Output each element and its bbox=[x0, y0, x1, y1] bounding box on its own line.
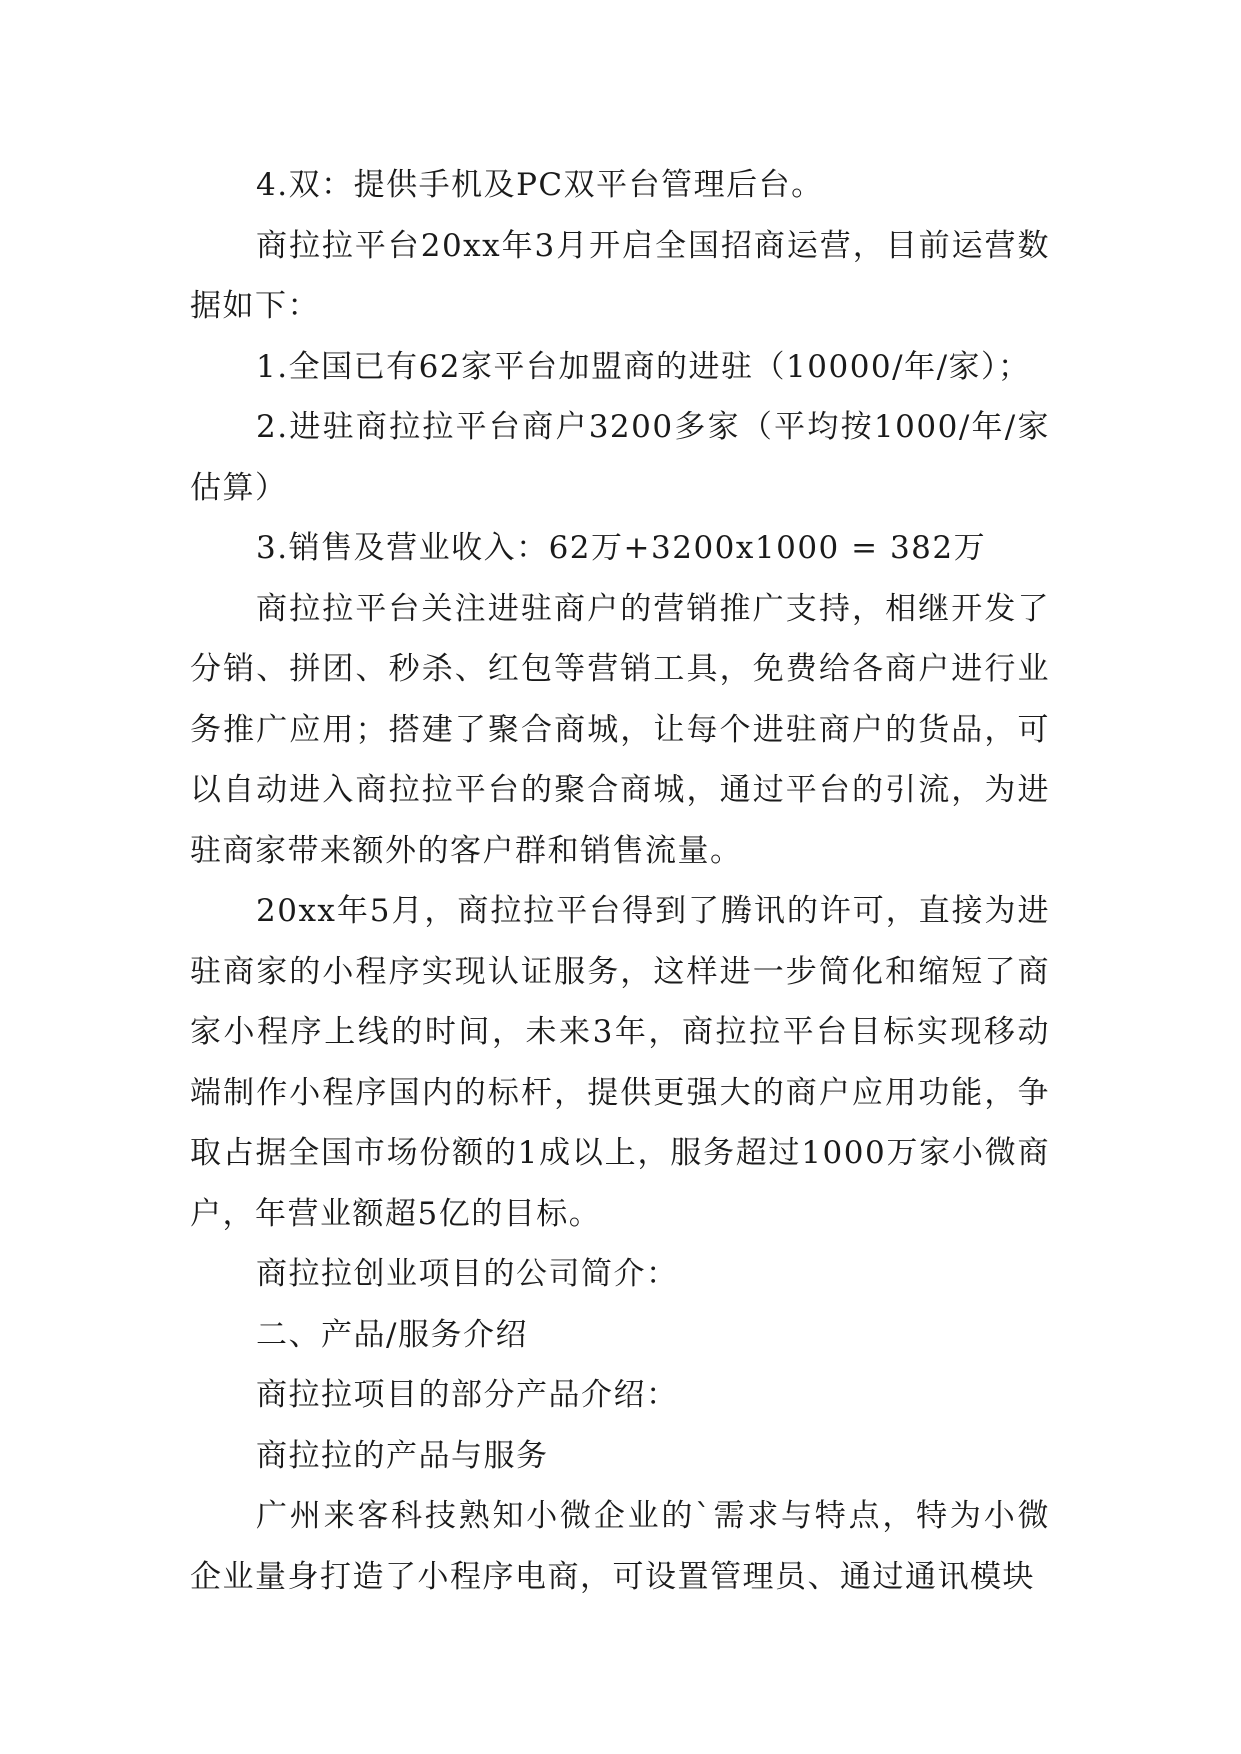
paragraph-operation-intro: 商拉拉平台20xx年3月开启全国招商运营，目前运营数据如下： bbox=[190, 227, 1050, 324]
paragraph-company-intro-heading: 商拉拉创业项目的公司简介： bbox=[256, 1256, 679, 1292]
paragraph-merchants: 2.进驻商拉拉平台商户3200多家（平均按1000/年/家估算） bbox=[190, 409, 1050, 506]
section-heading-products: 二、产品/服务介绍 bbox=[256, 1316, 528, 1353]
body-text bbox=[190, 155, 1050, 1607]
paragraph-marketing-support: 商拉拉平台关注进驻商户的营销推广支持，相继开发了分销、拼团、秒杀、红包等营销工具，免费给各商户进行业务推广应用；搭建了聚合商城，让每个进驻商户的货品，可以自动进入商拉拉平台的聚合商城，通过平台的引流，为进驻商家带来额外的客户群和销售流量。 bbox=[190, 590, 1050, 869]
paragraph-company-description: 广州来客科技熟知小微企业的`需求与特点，特为小微企业量身打造了小程序电商，可设置管理员、通过通讯模块 bbox=[190, 1498, 1050, 1595]
paragraph-product-intro-heading: 商拉拉项目的部分产品介绍： bbox=[256, 1377, 679, 1413]
paragraph-products-services-heading: 商拉拉的产品与服务 bbox=[256, 1437, 549, 1474]
paragraph-franchisees: 1.全国已有62家平台加盟商的进驻（10000/年/家）； bbox=[256, 348, 1031, 385]
paragraph-dual-platform: 4.双：提供手机及PC双平台管理后台。 bbox=[256, 167, 824, 203]
paragraph-tencent-permission: 20xx年5月，商拉拉平台得到了腾讯的许可，直接为进驻商家的小程序实现认证服务，这样进一步简化和缩短了商家小程序上线的时间，未来3年，商拉拉平台目标实现移动端制作小程序国内的标杆，提供更强大的商户应用功能，争取占据全国市场份额的1成以上，服务超过1000万家小微商户，年营业额超5亿的目标。 bbox=[190, 893, 1050, 1232]
paragraph-revenue: 3.销售及营业收入：62万+3200x1000 = 382万 bbox=[256, 530, 987, 566]
